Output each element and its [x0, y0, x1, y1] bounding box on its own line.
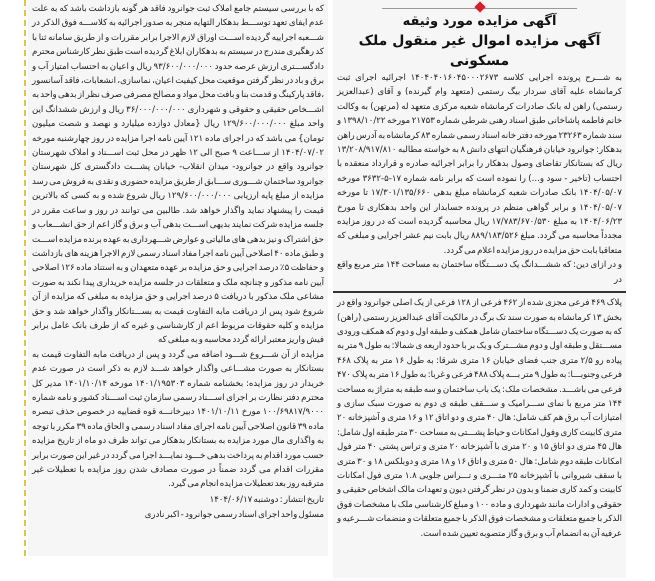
header-ornament [337, 0, 622, 12]
notice-title: آگهی مزایده مورد وثیقه [402, 14, 557, 29]
property-description-paragraph: پلاک ۴۶۹ فرعی مجزی شده از ۴۶۲ فرعی از ۱۲۸ فرعی از یک اصلی جوانرود واقع در بخش ۱۳ کرمانشاه به صورت سند تک برگ در مالکیت آقای عبدالعزیز رستمی (راهن) که به صورت یک دســـتگاه ساختمان شامل همکف و طبقه اول و دوم که همکف ورودی مســـتقل و طبقه اول و دوم مشـــترک و یک بر با حدود اربعه ی شمالا: به طول ۹ متر به پیاده رو ۲/۵ متری جنب فضای خیابان ۱۶ متری شرقا: به طول ۱۶ متر به پلاک ۴۶۸ فرعی وجنوبـــا: به طول ۹ متر بـــه پلاک ۴۸۸ فرعی و غربا: به طول ۱۶ متر به پلاک ۴۷۰ فرعی می باشـــد. مشخصات ملک: یک باب ساختمان و سه طبقه به متراژ به مساحت ۱۴۴ متر مربع با نمای ســـرامیک و ســـقف طبقه ی دوم به صورت سبک سازی و امتیازات آب برق هم کف شامل: هال ۴۰ متری و دو اتاق ۱۲ و ۱۶ متری و آشپزخانه ۲۰ متری کابینت کاری وفول امکانات و حیاط پشـــتی به مساحت ۳۰ متر طبقه اول شامل: هال ۴۵ متری دو اتاق ۱۵ و ۲۰ متری با آشپزخانه ۲۰ متری و تراس پشتی ۴۰ متر فول امکانات طبقه دوم شامل: هال ۵۰ متری و اتاق ۱۶ و ۱۸ متری و دوبلکس ۱۸ و ۳۰ متری با سقف شیروانی با آشپزخانه ۲۵ متـــری و تـــراس جلویی ۱.۸ متری فول امکانات کابینت و کمد کاری ضمنا و بدون در نظر گرفتن دیون و تعهدات مالک اشخاص حقیقی و حقوقی و ادارات مانند شهرداری و ماده ۱۰۰ و مبلغ کارشناسی ملک با مشخصات فوق الذکر با جمیع متعلقات و مشخصات فوق الذکر با جمیع متعلقات و منضمات شـــرعیه و عرفیه آن به انضمام آب و برق و گاز متصوبه تعیین شده است. [337, 298, 623, 539]
notice-column-right [333, 0, 626, 578]
auction-conditions-paragraph: مزایده از آن شـــروع شـــود اضافه می گردد و پس از دریافت مابه التفاوت قیمت به بستانکار به صورت مشـــاعی واگذار خواهد شـــد لازم به ذکر است در صورت عدم خریدار در روز مزایده: بخشنامه شماره ۱۴۰۱/۱۹۵۳۰۳ مورخه ۱۴۰۱/۱۰/۱۴ مدیر کل محترم دفتر نظارت بر اجرای اســـناد رسمی سازمان ثبت اســـناد کشور و نامه شماره ۱۰۰/۶۹۸۱۷/۹۰۰۰ مورخ ۱۴۰۱/۱۰/۱۱ دبیرخانـــه قوه قضاییه در خصوص حذف تبصره ماده ۳۹ قانون اصلاحی آیین نامه اجرای مفاد اسناد رسمی و الحاق ماده ۳۹ مکرر با توجه به واگذاری مال مورد مزایده به بستانکار بدهکار می تواند ظرف دو ماه از تاریخ مزایده حسب مورد اقدام به پرداخت بدهی خـــود نمایـــد اجرا می گردد در غیر این صورت برابر مقررات اقدام می گردد ضمناً در صورت مصادف شدن روز مزایده با تعطیلات غیر مترقبه روز بعد تعطیلات مزایده انجام می گیرد. [32, 349, 325, 490]
diamond-icon [474, 1, 485, 12]
publish-date: تاریخ انتشار : دوشنبه ۱۴۰۴/۰۶/۱۷ [209, 494, 324, 505]
section-divider [333, 291, 626, 293]
case-details-paragraph: به شـــرح پرونده اجرایی کلاسه ۱۴۰۴۰۴۰۱۶۰۴۵۰۰۰۲۶۷۳ اجرائیه اجرای ثبت کرمانشاه علیه آقای سردار بیگ رستمی (متعهد وام گیرنده) و آقای (عبدالعزیز رستمی) راهن له بانک صادرات کرمانشاه شعبه مرکزی متعهد له (مرتهن) به وکالت خانم فاطمه پاشاخانی طبق اسناد رهنی شرطی شماره ۲۱۷۵۳ مورخه ۱۳۹۸/۱۰/۲۲ و سند شماره ۲۳۲۶۳ مورخه دفتر خانه اسناد رسمی شماره ۸۳ کرمانشاه به آدرس راهن بدهکار: جوانرود خیابان فرهنگیان انتهای دانش ۸ به خواسته مطالبه ۱۳/۲۰۸/۹۱۷/۸۱۰ ریال که بستانکار تقاضای وصول بدهکار را برابر اجرائیه صادره و قرارداد منعقده با احتساب (تاخیر - سود و...) را نموده است که برابر نامه شماره ۱۷-۵-۳۶۳۲ مورخه ۱۴۰۴/۰۵/۰۷ بانک صادرات شعبه کرمانشاه مبلغ بدهی ۱۷/۳۰۱/۱۳۵/۶۶۰ تا مورخه ۱۴۰۴/۰۵/۰۷ و برابر گواهی منظم در پرونده حسابدار این واحد بدهکاری تا مورخ ۱۴۰۴/۰۶/۲۳ به مبلغ ۱۷/۷۸۳/۶۷۰/۵۳۰ ریال محاسبه گردیده است که در روز مزایده مجدداً محاسبه می گردد. مبلغ ۸۸۹/۱۸۳/۵۲۶ ریال بابت نیم عشر اجرایی و مبلغی که متعاقبا بابت حق مزایده در روز مزایده اعلام می گردد. [337, 73, 623, 256]
signature: مسئول واحد اجرای اسناد رسمی جوانرود - اکبر نادری [144, 510, 324, 521]
column-rule [24, 0, 26, 556]
notice-subtitle: آگهی مزایده اموال غیر منقول ملک مسکونی [358, 33, 601, 69]
debt-paragraph: و در ازای دین: که ششـــدانگ یک دســـتگاه ساختمان به مساحت ۱۴۴ متر مربع واقع در [337, 260, 623, 285]
auction-terms-paragraph: که با بررسی سیستم جامع املاک ثبت جوانرود فاقد هر گونه بازداشت باشد که به علت عدم ایفای تعهد توســـط بدهکار التهایه منجر به صدور اجرائیه به کلاســـه فوق الذکر در شـــعبه اجراییه گردیده اســـت اوراق لازم الاجرا برابر مقررات و از طریق سامانه ثنا با کد رهگیری مندرج در سیستم به بدهکاران ابلاغ گردیده است طبق نظر کارشناس محترم دادگســـتری ارزش عرصه حدود ۹۳/۶۰۰/۰۰۰/۰۰۰ ریال و اعیان به احتساب امتیاز آب و برق و باد در نظر گرفتن موقعیت محل کیفیت اعیان، نماسازی، انشعابات، فاقد آسانسور ،فاقد پارکینگ و قدمت بنا و بافت محل مواد و مصالح مصرفی صرف نظر از بدهی واحد به اشـــخاص حقیقی و حقوقی و شهرداری ۳۶/۰۰۰/۰۰۰/۰۰۰ ریال و ارزش ششدانگ این واحد مبلغ ۱۲۹/۶۰۰/۰۰۰/۰۰۰ ریال {معادل دوازده میلیارد و نهصد و شصت میلیون تومان} می باشد که در اجرای ماده ۱۲۱ آیین نامه اجرا مزایده در روز چهارشنبه مورخه ۱۴۰۴/۰۷/۰۲ از ســـاعت ۹ صبح الی ۱۲ ظهر در محل ثبت اســـناد و املاک شهرستان جوانرود واقع در جوانرود- میدان انقلاب- خیابان پشـــت دادگستری کل شهرستان جوانرود ساختمان شـــوری ســـابق از طریق مزایده حضوری و نقدی به فروش می رسد مزایده از مبلغ پایه ارزیابی ۱۲۹/۶۰۰/۰۰۰/۰۰۰ ریال شروع شده و به کسی که بالاترین قیمت را پیشنهاد نماید واگذار خواهد شد. طالبین می توانند در روز و ساعت مقرر در جلسه مزایده شرکت نمایند بدیهی اســـت بدهی آب و برق و گاز اعم از حق انشـــعاب و حق اشتراک و نیز بدهی های مالیاتی و عوارض شـــهرداری به عهده برنده مزایده اســـت و طبق ماده ۴۰ اصلاحی آیین نامه اجرا مفاد اسناد رسمی لازم الاجرا هزینه های بازداشت و حفاظت ۵٪ درصد اجرایی و حق مزایده بر عهده متعهدان و به استناد ماده ۱۲۶ اصلاحی آیین نامه مذکور و چنانچه ملک و متعلقات در جلسه مزایده خریداری پیدا نکند به صورت مشاعی ملک مذکور با دریافت ۵ درصد اجرایی و حق مزایده به مبلغی که مزایده از آن شروع شود پس از دریافت مابه التفاوت قیمت به بســـتانکار واگذار خواهد شد و حق مزایده و کلیه حقوقات مربوط اعم از کارشناسی و غیره که از طرف بانک عامل برابر فیش واریز معتبر ارائه گردد محاسبه و به مبلغی که [32, 4, 325, 346]
notice-column-left [28, 0, 328, 556]
